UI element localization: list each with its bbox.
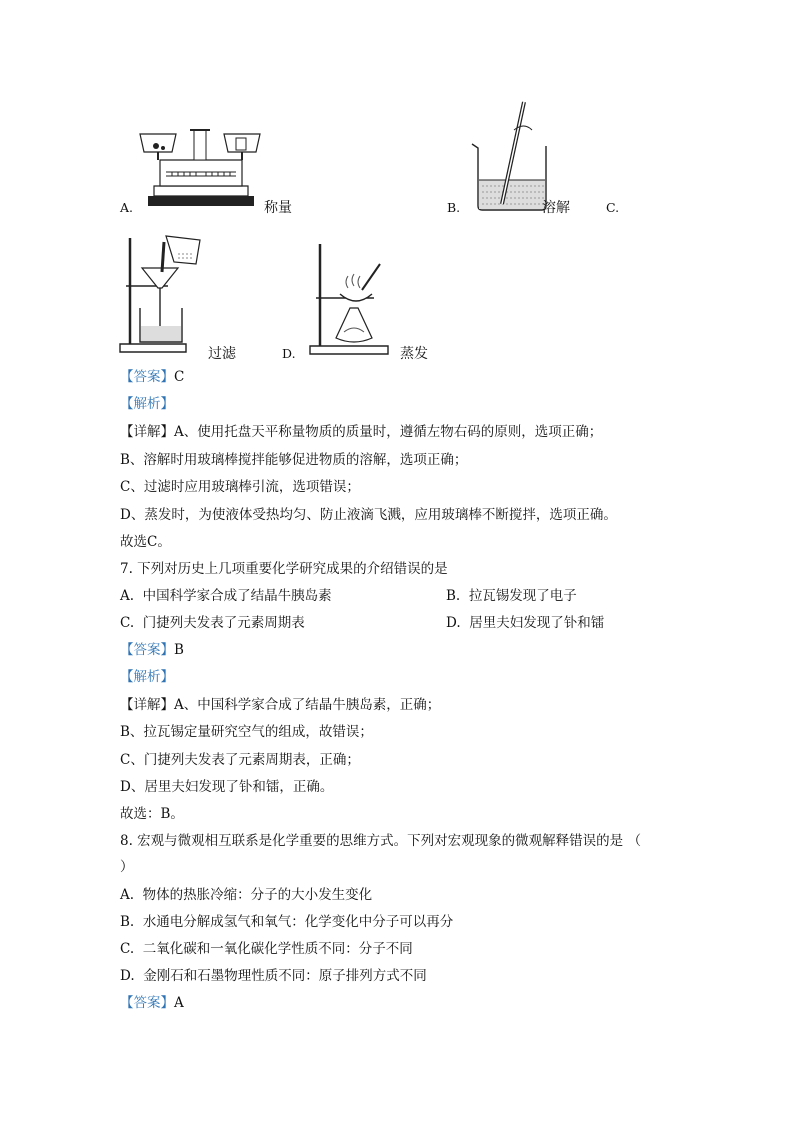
q8-option-c	[120, 940, 413, 958]
detail-tag: 【详解】	[120, 424, 174, 440]
answer-value: A	[174, 995, 184, 1011]
option-letter: A.	[120, 588, 135, 604]
q6-line-b: B、溶解时用玻璃棒搅拌能够促进物质的溶解，选项正确；	[120, 452, 468, 468]
option-text: 居里夫妇发现了钋和镭	[469, 615, 605, 631]
figure-c-caption: 过滤	[208, 346, 236, 362]
option-text: 二氧化碳和一氧化碳化学性质不同：分子不同	[142, 941, 413, 957]
filtration-figure	[118, 232, 210, 356]
q6-detail-line	[120, 423, 602, 441]
q7-analysis-tag: 【解析】	[120, 669, 174, 685]
option-letter: D.	[120, 968, 135, 984]
q7-option-b	[446, 587, 577, 605]
option-text: 门捷列夫发表了元素周期表	[142, 615, 305, 631]
option-letter: C.	[120, 615, 135, 631]
option-letter: A.	[120, 887, 135, 903]
option-text: 水通电分解成氢气和氧气：化学变化中分子可以再分	[142, 914, 454, 930]
option-text: 中国科学家合成了结晶牛胰岛素	[142, 588, 332, 604]
option-letter: B.	[446, 588, 461, 604]
option-letter: B.	[120, 914, 135, 930]
answer-value: C	[174, 369, 185, 385]
figure-d-caption: 蒸发	[400, 346, 428, 362]
q7-option-a	[120, 587, 332, 605]
figure-b-caption: 溶解	[542, 200, 570, 216]
detail-text: A、中国科学家合成了结晶牛胰岛素，正确；	[174, 697, 441, 713]
answer-tag: 【答案】	[120, 995, 174, 1011]
detail-text: A、使用托盘天平称量物质的质量时，遵循左物右码的原则，选项正确；	[174, 424, 603, 440]
q7-conclusion: 故选：B。	[120, 806, 184, 822]
option-letter: D.	[446, 615, 461, 631]
q7-detail-line	[120, 696, 440, 714]
q7-line-d: D、居里夫妇发现了钋和镭，正确。	[120, 779, 334, 795]
beaker-stirring-figure	[468, 100, 554, 212]
q8-option-d	[120, 967, 427, 985]
figure-b-letter: B.	[447, 200, 461, 215]
answer-tag: 【答案】	[120, 642, 174, 658]
q7-stem: 7. 下列对历史上几项重要化学研究成果的介绍错误的是	[120, 561, 448, 577]
q7-line-c: C、门捷列夫发表了元素周期表，正确；	[120, 752, 360, 768]
q7-answer	[120, 641, 184, 659]
figure-a-letter: A.	[120, 200, 134, 215]
evaporation-figure	[306, 242, 402, 356]
figure-c-letter: C.	[606, 200, 620, 215]
q8-stem: 8. 宏观与微观相互联系是化学重要的思维方式。下列对宏观现象的微观解释错误的是 （	[120, 833, 641, 849]
figure-a-caption: 称量	[264, 200, 292, 216]
q7-option-c	[120, 614, 305, 632]
q8-stem-cont: ）	[120, 859, 134, 875]
q8-answer	[120, 994, 184, 1012]
q7-line-b: B、拉瓦锡定量研究空气的组成，故错误；	[120, 724, 373, 740]
option-text: 拉瓦锡发现了电子	[468, 588, 577, 604]
answer-tag: 【答案】	[120, 369, 174, 385]
q6-line-d: D、蒸发时，为使液体受热均匀、防止液滴飞溅，应用玻璃棒不断搅拌，选项正确。	[120, 507, 617, 523]
balance-figure	[136, 124, 264, 212]
q6-conclusion: 故选C。	[120, 534, 171, 550]
option-text: 物体的热胀冷缩：分子的大小发生变化	[142, 887, 373, 903]
option-text: 金刚石和石墨物理性质不同：原子排列方式不同	[143, 968, 427, 984]
figure-d-letter: D.	[282, 346, 296, 361]
q7-option-d	[446, 614, 604, 632]
answer-value: B	[174, 642, 184, 658]
q6-line-c: C、过滤时应用玻璃棒引流，选项错误；	[120, 479, 360, 495]
q8-option-b	[120, 913, 453, 931]
q8-option-a	[120, 886, 372, 904]
option-letter: C.	[120, 941, 135, 957]
detail-tag: 【详解】	[120, 697, 174, 713]
q6-analysis-tag: 【解析】	[120, 396, 174, 412]
q6-answer	[120, 368, 184, 386]
